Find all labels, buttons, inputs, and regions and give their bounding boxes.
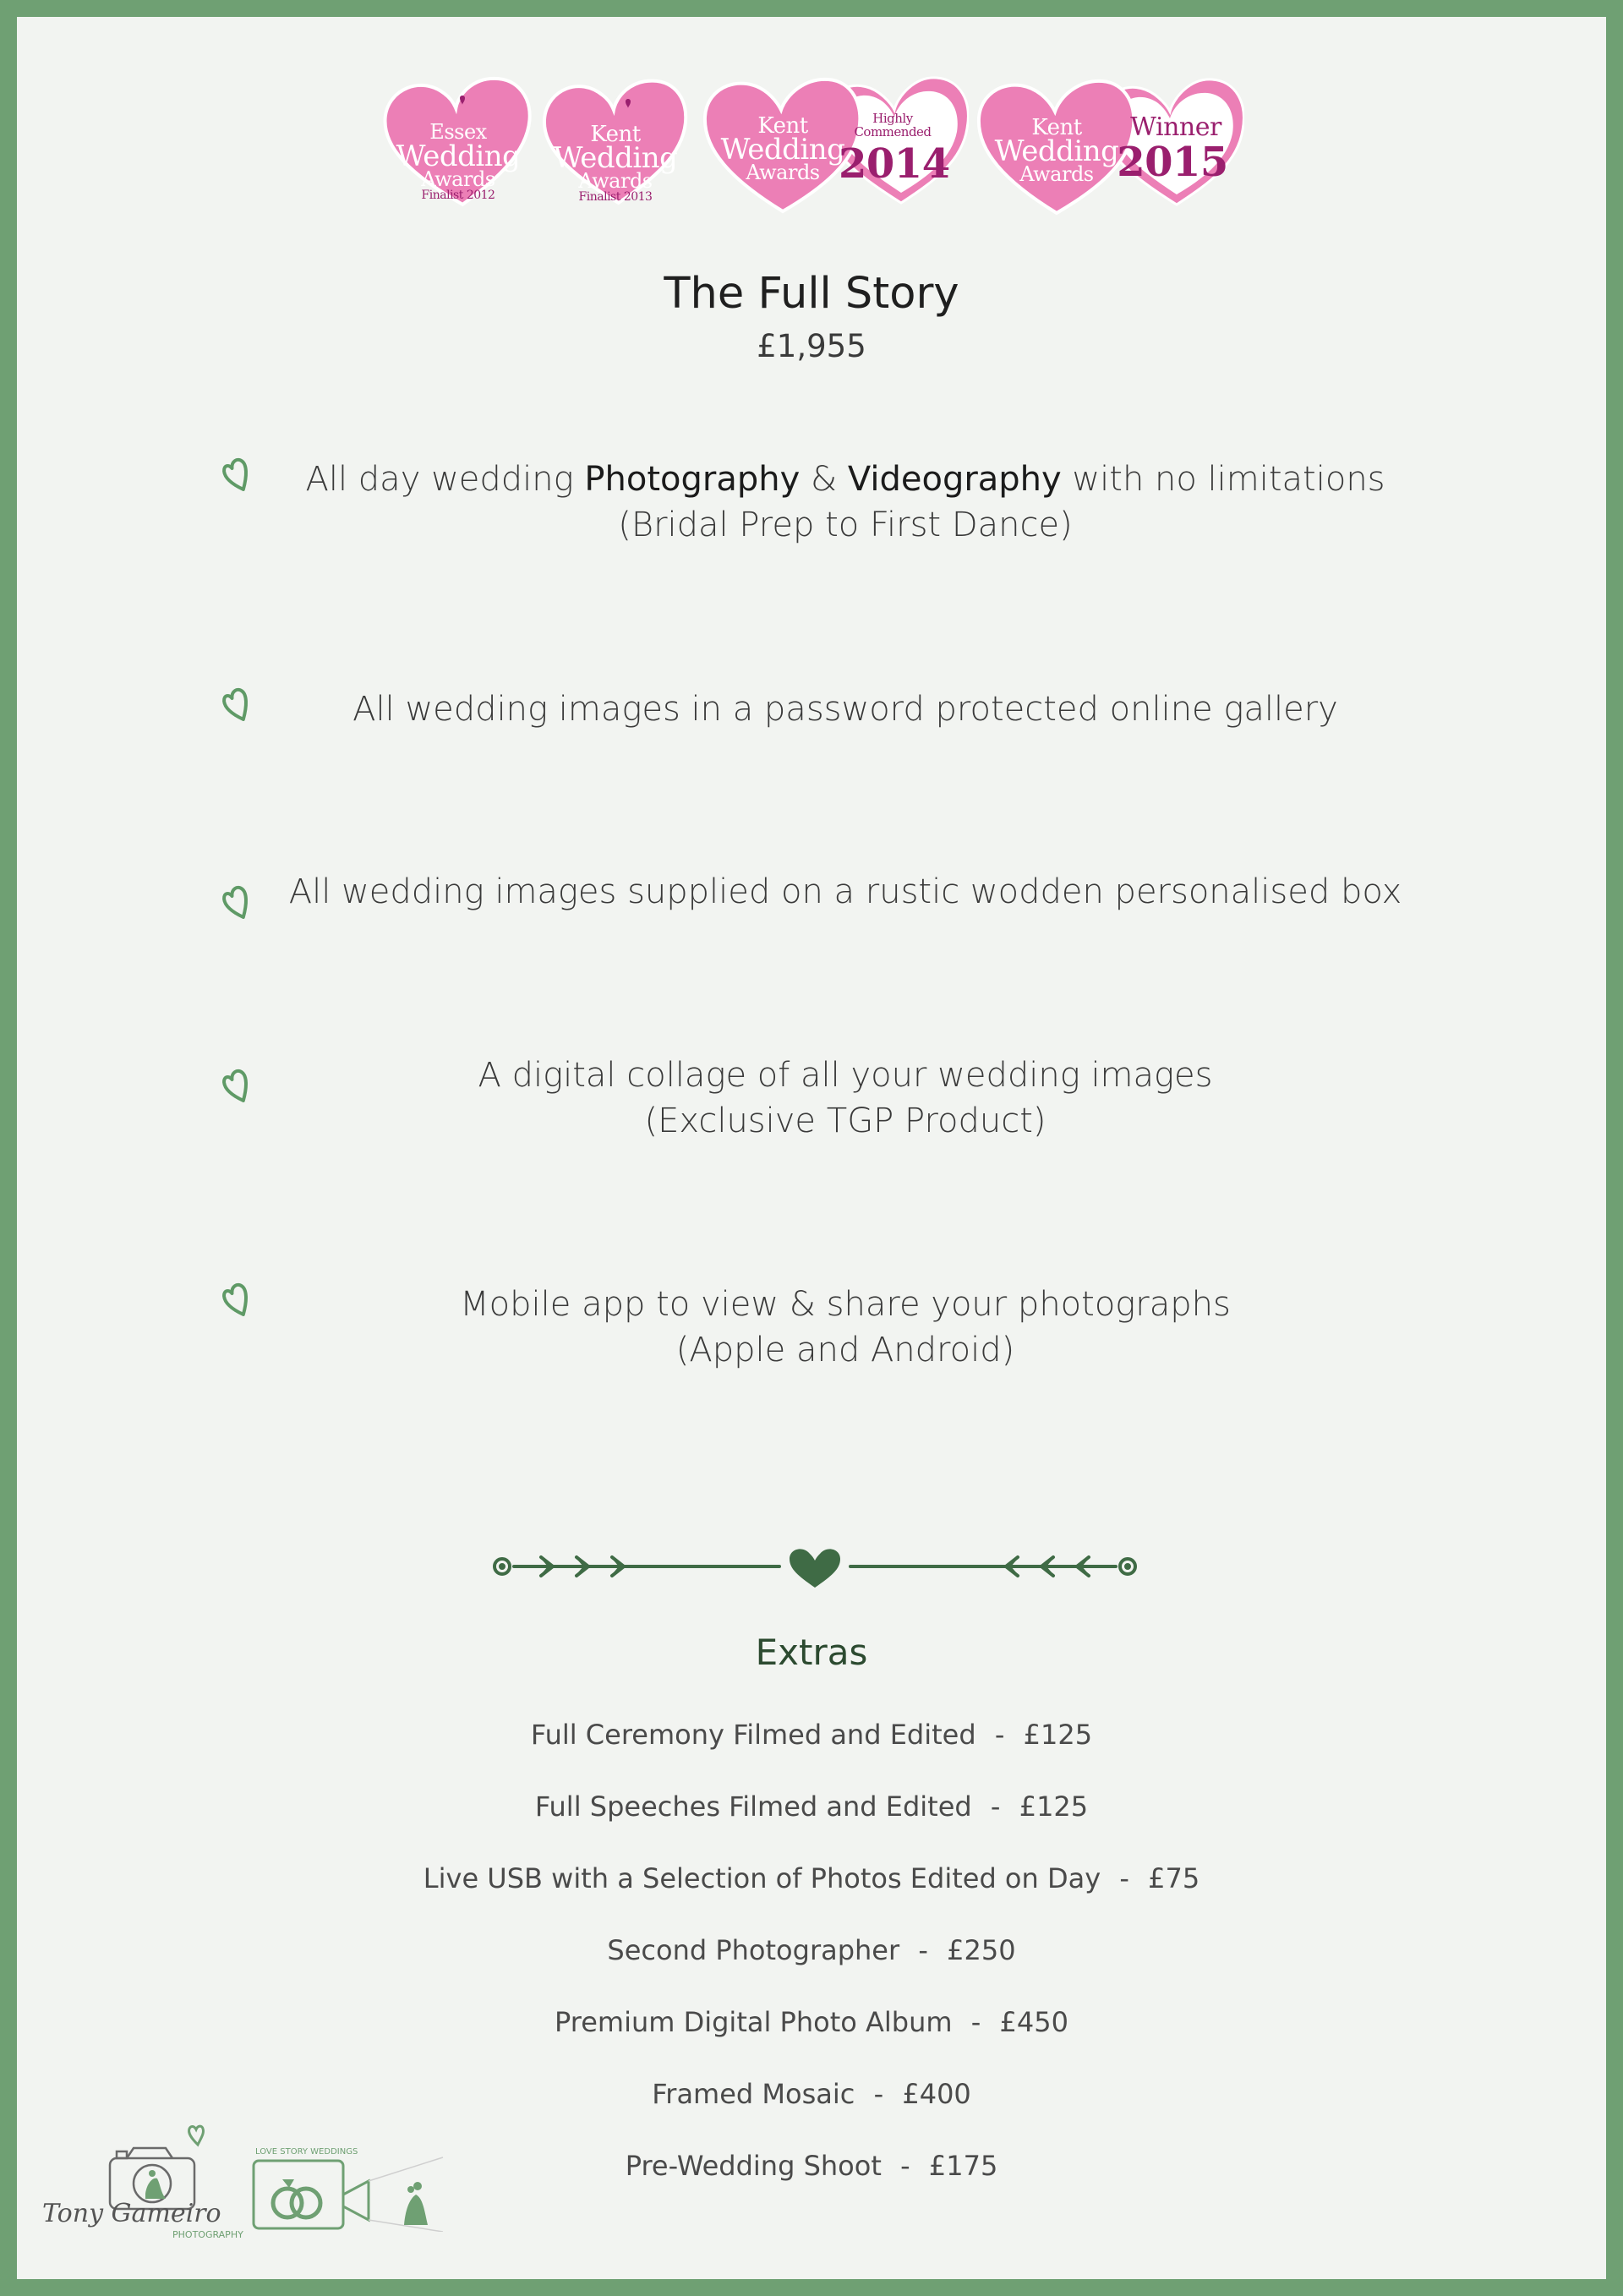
award-line3: Awards xyxy=(1019,162,1094,186)
extras-item-price: £450 xyxy=(999,2006,1068,2038)
award-line2: Wedding xyxy=(396,139,521,173)
award-line1: Essex xyxy=(429,120,487,144)
extras-item xyxy=(0,1855,1623,1927)
tony-gameiro-logo xyxy=(39,2118,242,2244)
award-line2: Wedding xyxy=(720,133,845,167)
award-line1: Kent xyxy=(757,113,808,139)
feature-line1: A digital collage of all your wedding images xyxy=(478,1056,1213,1095)
extras-item-sep: - xyxy=(990,1790,1001,1823)
extras-item-name: Full Speeches Filmed and Edited xyxy=(534,1790,972,1823)
feature-text xyxy=(287,686,1403,732)
awards-strip xyxy=(0,52,1623,238)
award-line3: Awards xyxy=(746,161,820,184)
extras-item-name: Second Photographer xyxy=(607,1934,900,1966)
extras-item xyxy=(0,1783,1623,1855)
extras-item-price: £125 xyxy=(1023,1719,1093,1751)
extras-item-price: £175 xyxy=(928,2150,998,2182)
feature-line1 xyxy=(287,456,1403,502)
feature-text xyxy=(287,1282,1403,1373)
extras-item-sep: - xyxy=(970,2006,981,2038)
feature-text-emphasis: Videography xyxy=(847,460,1062,499)
arrow-heart-divider-icon xyxy=(485,1539,1145,1594)
award-badge-year: 2015 xyxy=(1117,139,1228,186)
extras-list xyxy=(0,1711,1623,2214)
package-price: £1,955 xyxy=(757,328,866,364)
extras-item-price: £250 xyxy=(947,1934,1016,1966)
feature-text xyxy=(287,1052,1403,1144)
heart-bullet-icon xyxy=(221,1282,255,1320)
feature-text xyxy=(287,456,1403,548)
award-badge-kent-2013 xyxy=(541,71,690,211)
extras-title: Extras xyxy=(755,1632,868,1673)
feature-line2: (Bridal Prep to First Dance) xyxy=(618,506,1073,544)
extras-item-price: £75 xyxy=(1148,1862,1200,1894)
extras-item xyxy=(0,1998,1623,2070)
extras-item-name: Live USB with a Selection of Photos Edited on Day xyxy=(423,1862,1101,1894)
feature-text-part: All day wedding xyxy=(305,460,585,499)
award-line2: Wedding xyxy=(553,141,678,175)
package-title: The Full Story xyxy=(664,269,959,319)
heart-bullet-icon xyxy=(221,456,255,495)
extras-item-sep: - xyxy=(918,1934,928,1966)
extras-item-sep: - xyxy=(994,1719,1005,1751)
award-line3: Awards xyxy=(578,169,653,193)
extras-item-name: Pre-Wedding Shoot xyxy=(625,2150,882,2182)
extras-item xyxy=(0,2070,1623,2142)
heart-bullet-icon xyxy=(221,686,255,725)
award-line3: Awards xyxy=(421,167,495,191)
award-badge-essex-2012 xyxy=(382,69,534,213)
extras-item-price: £125 xyxy=(1019,1790,1089,1823)
extras-item-name: Premium Digital Photo Album xyxy=(555,2006,953,2038)
award-badge-kent-2015 xyxy=(972,69,1244,221)
extras-item-name: Full Ceremony Filmed and Edited xyxy=(530,1719,976,1751)
heart-bullet-icon xyxy=(221,1068,255,1107)
extras-item xyxy=(0,2142,1623,2214)
award-badge-small: Winner xyxy=(1130,112,1221,142)
extras-item xyxy=(0,1927,1623,1998)
extras-item-price: £400 xyxy=(902,2078,971,2110)
love-story-weddings-logo xyxy=(250,2147,446,2232)
extras-item-name: Framed Mosaic xyxy=(652,2078,855,2110)
heart-bullet-icon xyxy=(221,884,255,923)
award-line1: Kent xyxy=(1031,115,1082,140)
award-caption: Finalist 2012 xyxy=(421,189,495,202)
award-caption: Finalist 2013 xyxy=(578,190,653,204)
feature-text-part: & xyxy=(800,460,848,499)
extras-item-sep: - xyxy=(873,2078,884,2110)
ls-text: LOVE STORY WEDDINGS xyxy=(255,2147,358,2157)
feature-line2: (Apple and Android) xyxy=(675,1331,1015,1369)
tg-sub-text: PHOTOGRAPHY xyxy=(172,2229,243,2240)
award-badge-kent-2014 xyxy=(698,68,969,220)
award-line1: Kent xyxy=(590,122,641,147)
extras-item-sep: - xyxy=(1119,1862,1129,1894)
feature-line1: Mobile app to view & share your photographs xyxy=(460,1285,1231,1324)
feature-text xyxy=(287,869,1403,915)
feature-line1: All wedding images supplied on a rustic wodden personalised box xyxy=(288,872,1402,911)
feature-line2: (Exclusive TGP Product) xyxy=(644,1102,1046,1140)
award-badge-year: 2014 xyxy=(839,140,950,188)
extras-item xyxy=(0,1711,1623,1783)
wedding-rings-camera-icon xyxy=(250,2147,446,2232)
award-line2: Wedding xyxy=(994,134,1119,168)
feature-text-part: with no limitations xyxy=(1061,460,1385,499)
feature-line1: All wedding images in a password protected online gallery xyxy=(352,690,1338,729)
feature-text-emphasis: Photography xyxy=(584,460,801,499)
tg-script-text: Tony Gameiro xyxy=(42,2199,221,2228)
extras-item-sep: - xyxy=(900,2150,910,2182)
award-badge-small: Highly Commended xyxy=(854,111,932,139)
